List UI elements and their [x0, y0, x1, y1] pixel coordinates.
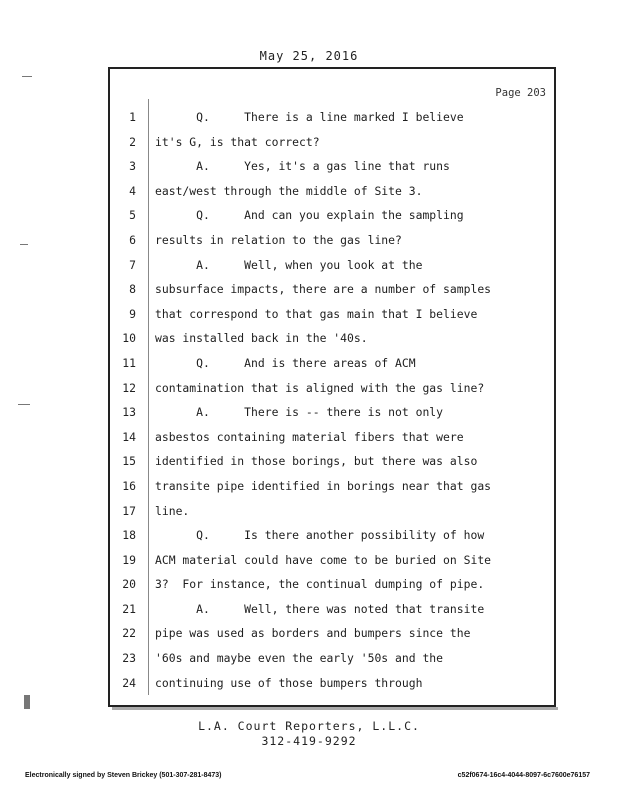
line-text: transite pipe identified in borings near that gas	[155, 478, 492, 493]
line-number: 21	[122, 601, 136, 616]
line-text: was installed back in the '40s.	[155, 331, 368, 346]
line-number: 16	[122, 478, 136, 493]
transcript-line	[110, 179, 554, 204]
transcript-line	[110, 277, 554, 302]
line-number: 23	[122, 651, 136, 666]
line-text: Q. There is a line marked I believe	[155, 110, 464, 124]
scan-artifact	[20, 244, 28, 245]
line-number: 13	[122, 405, 136, 420]
transcript-line	[110, 351, 554, 376]
line-number: 1	[129, 110, 136, 124]
line-text: asbestos containing material fibers that were	[155, 429, 464, 444]
line-text: contamination that is aligned with the gas line?	[155, 380, 485, 395]
scan-artifact	[18, 404, 30, 405]
line-number: 12	[122, 380, 136, 395]
transcript-frame	[108, 67, 556, 707]
line-text: that correspond to that gas main that I believe	[155, 306, 478, 321]
line-number: 22	[122, 626, 136, 641]
line-number: 11	[122, 355, 136, 370]
transcript-line	[110, 105, 554, 130]
transcript-line	[110, 326, 554, 351]
line-number: 14	[122, 429, 136, 444]
transcript-line	[110, 154, 554, 179]
line-number: 10	[122, 331, 136, 346]
line-number: 2	[129, 134, 136, 149]
line-text: ACM material could have come to be buried on Site	[155, 552, 492, 567]
line-text: Q. And is there areas of ACM	[155, 355, 416, 370]
line-number: 3	[129, 159, 136, 174]
transcript-line	[110, 474, 554, 499]
transcript-line	[110, 523, 554, 548]
court-reporter-name: L.A. Court Reporters, L.L.C.	[198, 719, 420, 733]
line-text: pipe was used as borders and bumpers since the	[155, 626, 471, 641]
line-text: continuing use of those bumpers through	[155, 675, 423, 690]
page-number: Page 203	[495, 87, 546, 99]
transcript-line	[110, 646, 554, 671]
transcript-line	[110, 499, 554, 524]
line-number: 8	[129, 282, 136, 297]
document-hash: c52f0674-16c4-4044-8097-6c7600e76157	[457, 772, 590, 779]
line-text: line.	[155, 503, 190, 518]
line-text: '60s and maybe even the early '50s and the	[155, 651, 444, 666]
line-text: 3? For instance, the continual dumping of pipe.	[155, 577, 485, 592]
court-reporter-phone: 312-419-9292	[261, 734, 357, 748]
line-text: A. Well, there was noted that transite	[155, 601, 485, 616]
transcript-line	[110, 671, 554, 696]
line-number: 18	[122, 528, 136, 543]
line-number: 24	[122, 675, 136, 690]
transcript-line	[110, 130, 554, 155]
line-text: Q. Is there another possibility of how	[155, 528, 485, 543]
scan-artifact	[24, 695, 30, 709]
line-number: 7	[129, 257, 136, 272]
transcript-line	[110, 449, 554, 474]
transcript-date: May 25, 2016	[259, 49, 359, 63]
transcript-line	[110, 376, 554, 401]
transcript-line	[110, 597, 554, 622]
transcript-line	[110, 400, 554, 425]
transcript-line	[110, 572, 554, 597]
line-text: subsurface impacts, there are a number of samples	[155, 282, 492, 297]
line-text: results in relation to the gas line?	[155, 232, 402, 247]
transcript-line	[110, 203, 554, 228]
transcript-line	[110, 548, 554, 573]
transcript-lines	[110, 105, 554, 695]
line-text: identified in those borings, but there was also	[155, 454, 478, 469]
line-number: 9	[129, 306, 136, 321]
frame-edge-shadow	[112, 707, 558, 710]
transcript-line	[110, 228, 554, 253]
transcript-line	[110, 302, 554, 327]
transcript-line	[110, 425, 554, 450]
line-number: 17	[122, 503, 136, 518]
line-number: 4	[129, 183, 136, 198]
transcript-line	[110, 253, 554, 278]
line-text: A. Well, when you look at the	[155, 257, 423, 272]
line-number: 19	[122, 552, 136, 567]
line-text: it's G, is that correct?	[155, 134, 320, 149]
scan-artifact	[22, 76, 32, 77]
line-number: 6	[129, 232, 136, 247]
electronic-signature: Electronically signed by Steven Brickey (501-307-281-8473)	[25, 772, 222, 779]
line-text: east/west through the middle of Site 3.	[155, 183, 423, 198]
line-number: 15	[122, 454, 136, 469]
line-text: A. Yes, it's a gas line that runs	[155, 159, 450, 174]
line-text: A. There is -- there is not only	[155, 405, 444, 420]
transcript-line	[110, 621, 554, 646]
line-number: 20	[122, 577, 136, 592]
line-number: 5	[129, 208, 136, 223]
line-text: Q. And can you explain the sampling	[155, 208, 464, 223]
